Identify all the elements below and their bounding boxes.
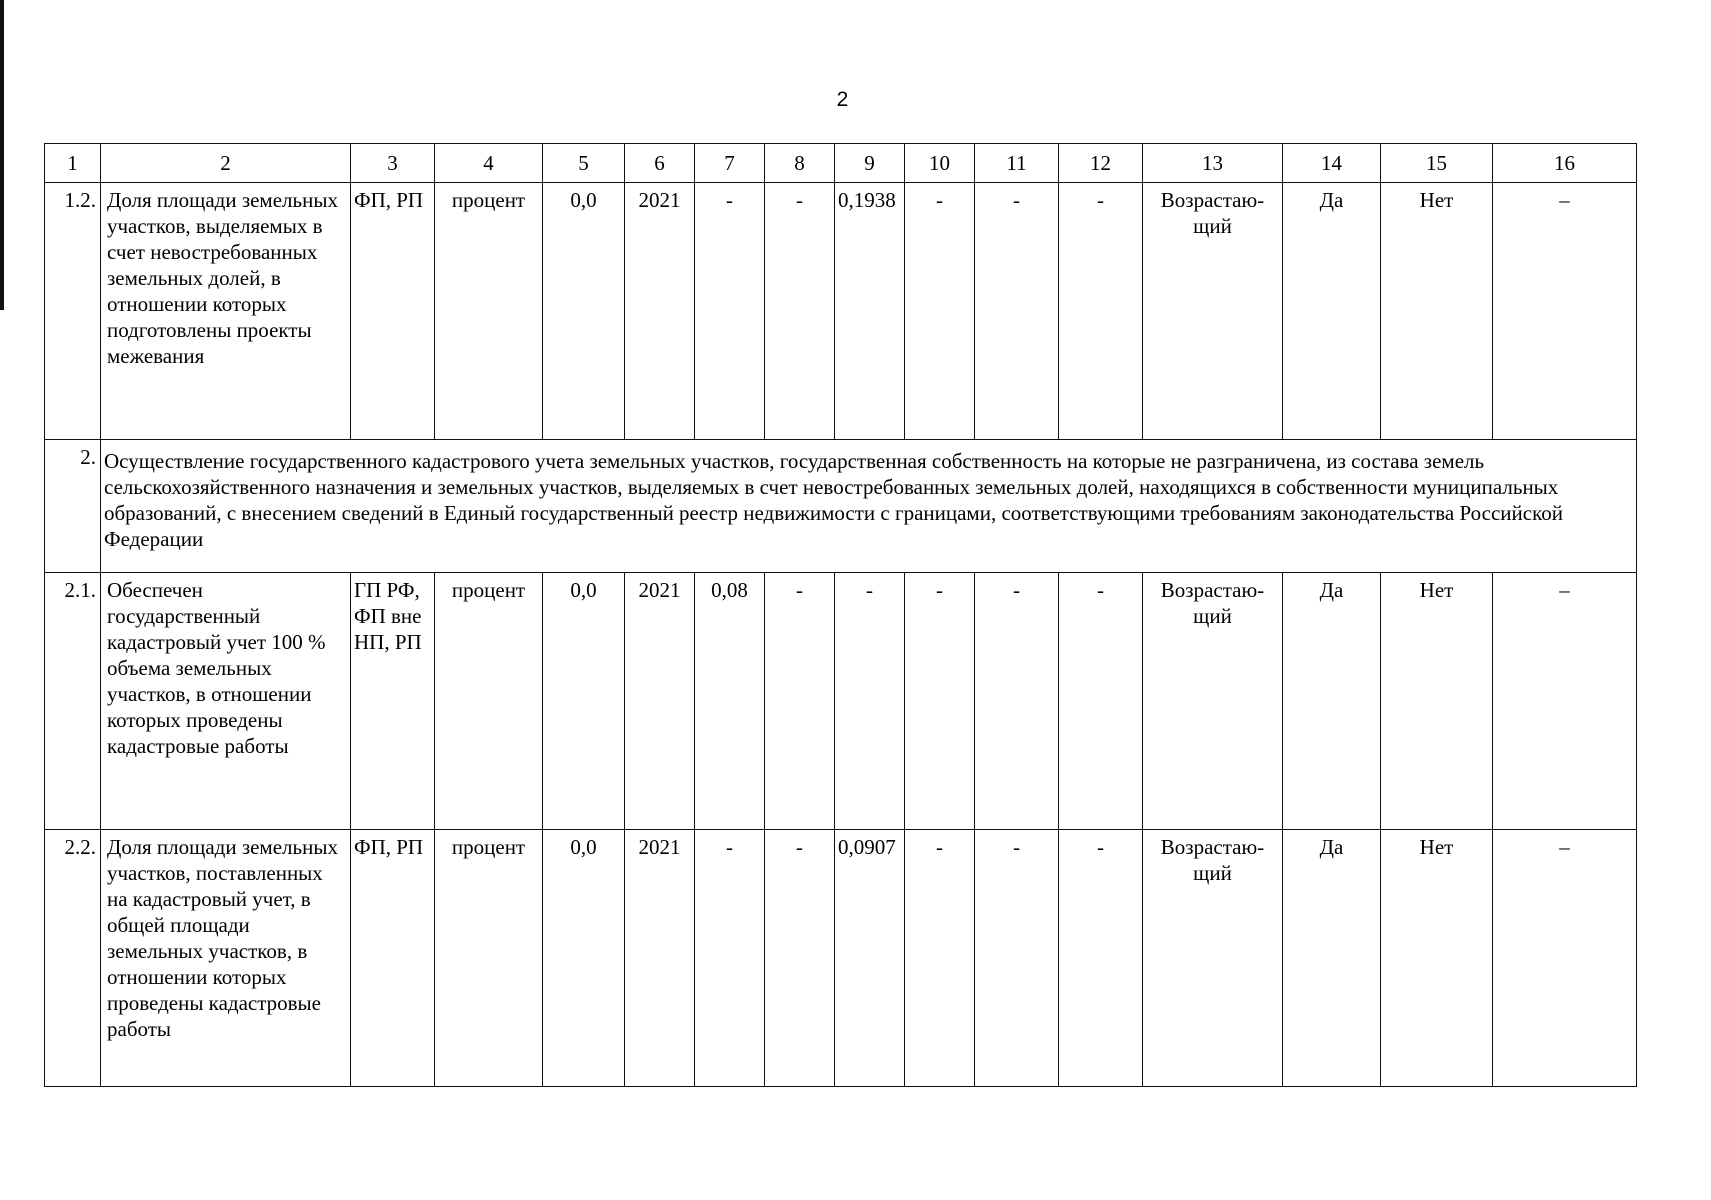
value-cell: 0,08	[695, 573, 765, 830]
table-row	[45, 183, 1637, 440]
value-cell: -	[905, 830, 975, 1087]
base-year-cell: 2021	[625, 183, 695, 440]
value-cell: -	[1059, 573, 1143, 830]
value-cell: Да	[1283, 830, 1381, 1087]
value-cell: Да	[1283, 573, 1381, 830]
value-cell: -	[905, 183, 975, 440]
trend-cell: Возрастаю-щий	[1143, 830, 1283, 1087]
value-cell: -	[765, 830, 835, 1087]
trend-cell: Возрастаю-щий	[1143, 573, 1283, 830]
header-cell: 14	[1283, 144, 1381, 183]
row-number: 1.2.	[45, 183, 101, 440]
value-cell: -	[765, 573, 835, 830]
base-year-cell: 2021	[625, 830, 695, 1087]
row-number: 2.2.	[45, 830, 101, 1087]
base-year-cell: 2021	[625, 573, 695, 830]
value-cell: Нет	[1381, 830, 1493, 1087]
unit-cell: процент	[435, 183, 543, 440]
header-cell: 3	[351, 144, 435, 183]
page-number: 2	[836, 88, 849, 111]
header-cell: 15	[1381, 144, 1493, 183]
value-cell: -	[975, 830, 1059, 1087]
scan-border	[0, 0, 4, 310]
base-value-cell: 0,0	[543, 830, 625, 1087]
value-cell: –	[1493, 573, 1637, 830]
value-cell: 0,1938	[835, 183, 905, 440]
header-cell: 8	[765, 144, 835, 183]
trend-cell: Возрастаю-щий	[1143, 183, 1283, 440]
header-cell: 6	[625, 144, 695, 183]
value-cell: 0,0907	[835, 830, 905, 1087]
header-cell: 9	[835, 144, 905, 183]
indicators-table	[44, 143, 1637, 1087]
table-header-row	[45, 144, 1637, 183]
header-cell: 13	[1143, 144, 1283, 183]
source-cell: ФП, РП	[351, 830, 435, 1087]
section-title: Осуществление государственного кадастрового учета земельных участков, государственная собственность на которые не разграничена, из состава земель сельскохозяйственного назначения и земельных участков, выделяемых в счет невостребованных земельных долей, находящихся в собственности муниципальных образований, с внесением сведений в Единый государственный реестр недвижимости с границами, соответствующими требованиям законодательства Российской Федерации	[101, 440, 1637, 573]
row-number: 2.1.	[45, 573, 101, 830]
base-value-cell: 0,0	[543, 573, 625, 830]
value-cell: -	[835, 573, 905, 830]
value-cell: -	[1059, 183, 1143, 440]
value-cell: -	[695, 183, 765, 440]
header-cell: 7	[695, 144, 765, 183]
value-cell: Нет	[1381, 573, 1493, 830]
value-cell: –	[1493, 183, 1637, 440]
value-cell: -	[1059, 830, 1143, 1087]
header-cell: 10	[905, 144, 975, 183]
header-cell: 2	[101, 144, 351, 183]
value-cell: Нет	[1381, 183, 1493, 440]
value-cell: -	[695, 830, 765, 1087]
section-row	[45, 440, 1637, 573]
source-cell: ГП РФ, ФП вне НП, РП	[351, 573, 435, 830]
unit-cell: процент	[435, 573, 543, 830]
table-row	[45, 830, 1637, 1087]
value-cell: -	[905, 573, 975, 830]
indicator-name: Доля площади земельных участков, выделяемых в счет невостребованных земельных долей, в отношении которых подготовлены проекты межевания	[101, 183, 351, 440]
header-cell: 16	[1493, 144, 1637, 183]
source-cell: ФП, РП	[351, 183, 435, 440]
header-cell: 4	[435, 144, 543, 183]
indicator-name: Обеспечен государственный кадастровый учет 100 % объема земельных участков, в отношении которых проведены кадастровые работы	[101, 573, 351, 830]
value-cell: -	[975, 573, 1059, 830]
base-value-cell: 0,0	[543, 183, 625, 440]
header-cell: 12	[1059, 144, 1143, 183]
header-cell: 5	[543, 144, 625, 183]
value-cell: –	[1493, 830, 1637, 1087]
value-cell: -	[975, 183, 1059, 440]
section-number: 2.	[45, 440, 101, 573]
header-cell: 1	[45, 144, 101, 183]
table-row	[45, 573, 1637, 830]
value-cell: -	[765, 183, 835, 440]
indicator-name: Доля площади земельных участков, поставленных на кадастровый учет, в общей площади земельных участков, в отношении которых проведены кадастровые работы	[101, 830, 351, 1087]
header-cell: 11	[975, 144, 1059, 183]
value-cell: Да	[1283, 183, 1381, 440]
unit-cell: процент	[435, 830, 543, 1087]
